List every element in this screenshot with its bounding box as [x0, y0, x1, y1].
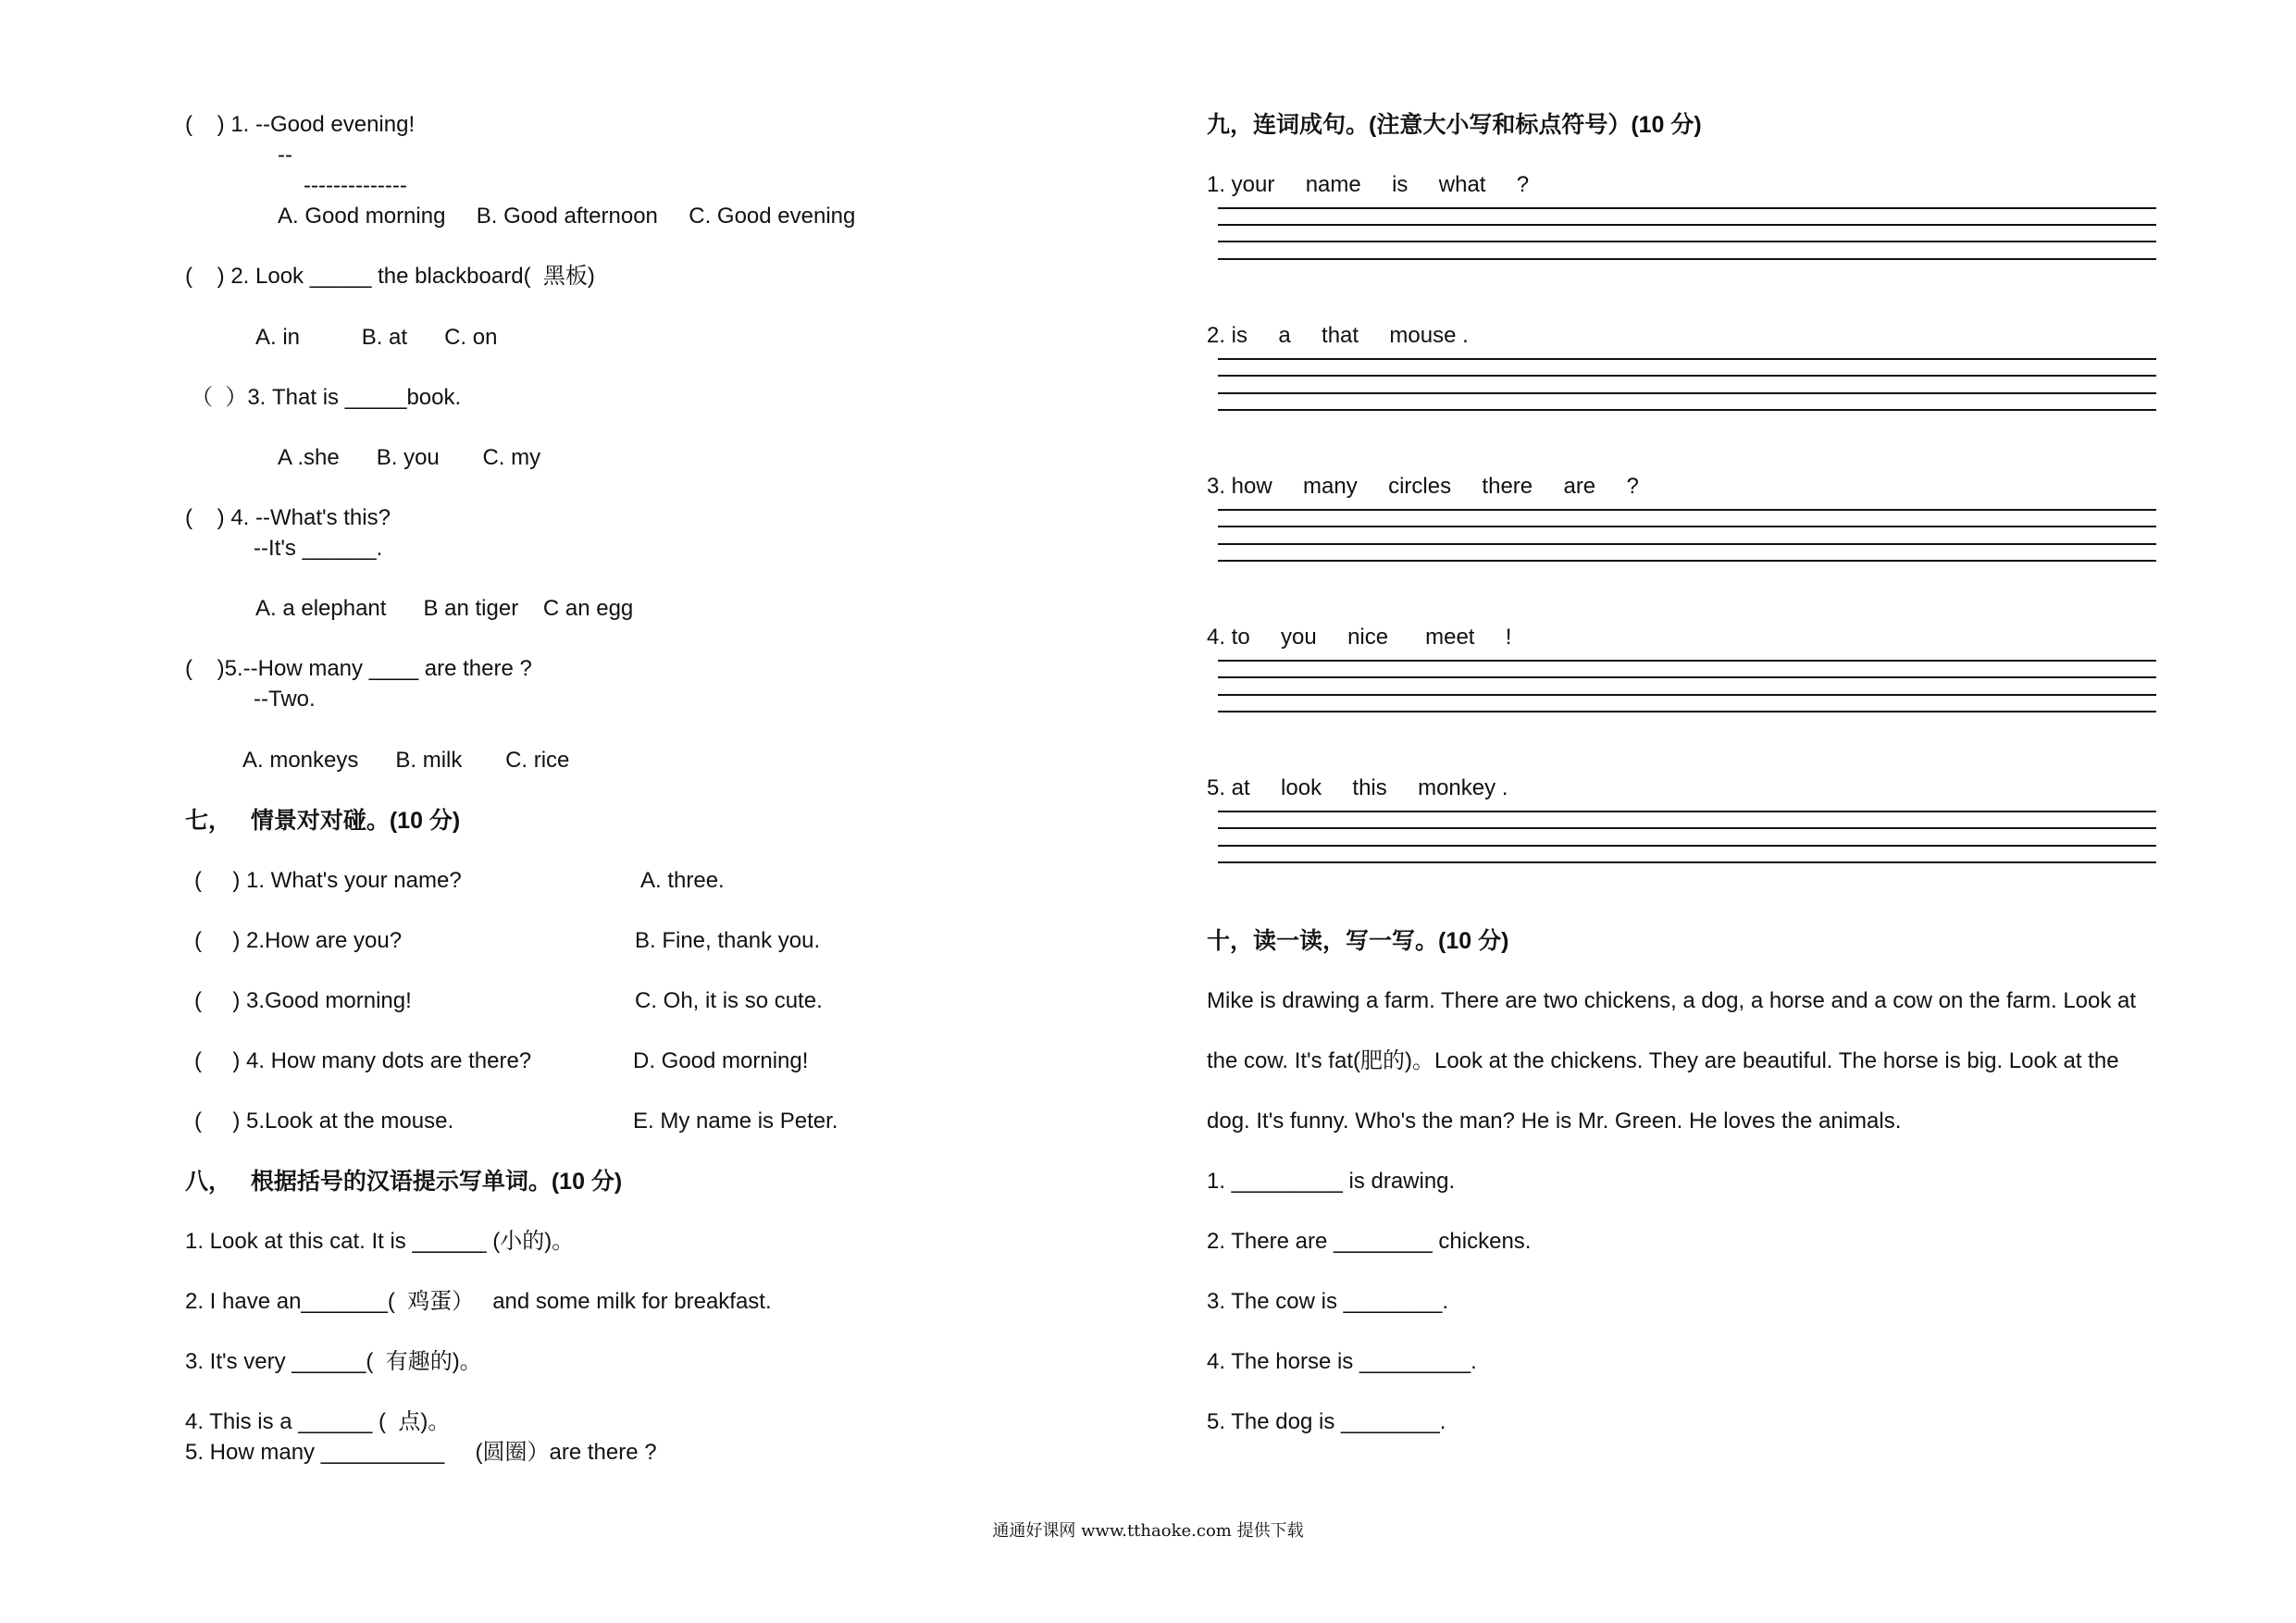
reading-passage-line: dog. It's funny. Who's the man? He is Mr. Green. He loves the animals. — [1207, 1109, 1902, 1134]
section-title: 十，读一读，写一写。(10 分) — [1207, 928, 1509, 954]
reading-question: 1. _________ is drawing. — [1207, 1169, 1456, 1194]
options: A. Good morning B. Good afternoon C. Good evening — [278, 204, 856, 229]
scrambled-sentence: 2. is a that mouse . — [1207, 323, 1469, 348]
options: A. a elephant B an tiger C an egg — [255, 596, 634, 621]
writing-line — [1218, 509, 2156, 511]
writing-line — [1218, 827, 2156, 829]
writing-line — [1218, 694, 2156, 696]
writing-line — [1218, 207, 2156, 209]
dialog-line: -- — [278, 142, 292, 167]
question-stem: ( )5.--How many ____ are there ? — [185, 656, 532, 681]
writing-line — [1218, 676, 2156, 678]
section-title: 七， 情景对对碰。(10 分) — [185, 808, 461, 834]
section-title: 八， 根据括号的汉语提示写单词。(10 分) — [185, 1169, 623, 1195]
fill-item: 4. This is a ______ ( 点)。 — [185, 1409, 451, 1434]
reading-passage-line: Mike is drawing a farm. There are two chickens, a dog, a horse and a cow on the farm. Look at — [1207, 988, 2137, 1013]
match-question: ( ) 4. How many dots are there? — [194, 1048, 532, 1073]
reading-passage-line: the cow. It's fat(肥的)。Look at the chickens. They are beautiful. The horse is big. Look at the — [1207, 1048, 2119, 1073]
question-stem: ( ) 2. Look _____ the blackboard( 黑板) — [185, 264, 595, 289]
writing-line — [1218, 711, 2156, 712]
match-answer: A. three. — [640, 868, 725, 893]
writing-line — [1218, 241, 2156, 242]
scrambled-sentence: 3. how many circles there are ? — [1207, 474, 1639, 499]
writing-line — [1218, 845, 2156, 847]
writing-line — [1218, 811, 2156, 812]
options: A. in B. at C. on — [255, 325, 498, 350]
writing-line — [1218, 861, 2156, 863]
match-answer: B. Fine, thank you. — [635, 928, 821, 953]
question-stem: ( ) 4. --What's this? — [185, 505, 391, 530]
match-answer: E. My name is Peter. — [633, 1109, 838, 1134]
scrambled-sentence: 1. your name is what ? — [1207, 172, 1530, 197]
writing-line — [1218, 660, 2156, 662]
page-footer: 通通好课网 www.tthaoke.com 提供下载 — [992, 1521, 1304, 1541]
reading-question: 3. The cow is ________. — [1207, 1289, 1449, 1314]
writing-line — [1218, 543, 2156, 545]
fill-item: 2. I have an_______( 鸡蛋） and some milk for breakfast. — [185, 1289, 772, 1314]
options: A .she B. you C. my — [278, 445, 541, 470]
match-question: ( ) 5.Look at the mouse. — [194, 1109, 454, 1134]
writing-line — [1218, 392, 2156, 394]
dialog-line: -------------- — [304, 173, 407, 198]
options: A. monkeys B. milk C. rice — [242, 748, 570, 773]
question-stem: （ ）3. That is _____book. — [191, 385, 462, 410]
dialog-line: --Two. — [254, 687, 316, 712]
writing-line — [1218, 375, 2156, 377]
scrambled-sentence: 4. to you nice meet ! — [1207, 625, 1512, 650]
match-answer: C. Oh, it is so cute. — [635, 988, 823, 1013]
fill-item: 3. It's very ______( 有趣的)。 — [185, 1349, 482, 1374]
match-question: ( ) 1. What's your name? — [194, 868, 462, 893]
question-stem: ( ) 1. --Good evening! — [185, 112, 416, 137]
writing-line — [1218, 358, 2156, 360]
writing-line — [1218, 560, 2156, 562]
writing-line — [1218, 409, 2156, 411]
scrambled-sentence: 5. at look this monkey . — [1207, 775, 1508, 800]
fill-item: 5. How many __________ (圆圈）are there ? — [185, 1440, 657, 1465]
match-question: ( ) 3.Good morning! — [194, 988, 412, 1013]
fill-item: 1. Look at this cat. It is ______ (小的)。 — [185, 1229, 575, 1254]
reading-question: 5. The dog is ________. — [1207, 1409, 1446, 1434]
reading-question: 2. There are ________ chickens. — [1207, 1229, 1532, 1254]
writing-line — [1218, 526, 2156, 527]
writing-line — [1218, 258, 2156, 260]
reading-question: 4. The horse is _________. — [1207, 1349, 1477, 1374]
section-title: 九，连词成句。(注意大小写和标点符号）(10 分) — [1207, 112, 1702, 138]
match-answer: D. Good morning! — [633, 1048, 809, 1073]
dialog-line: --It's ______. — [254, 536, 383, 561]
match-question: ( ) 2.How are you? — [194, 928, 403, 953]
writing-line — [1218, 224, 2156, 226]
